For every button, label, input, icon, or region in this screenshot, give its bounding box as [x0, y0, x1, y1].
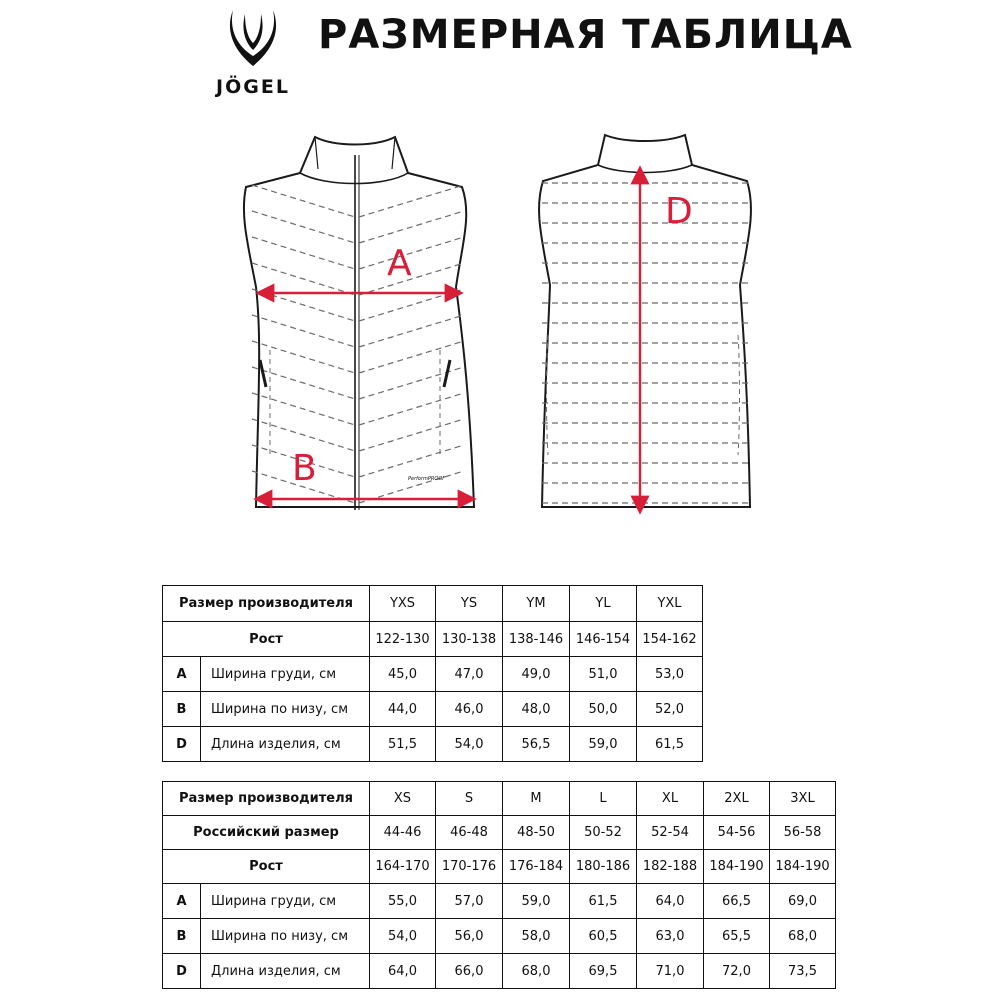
- table-row: [163, 884, 836, 919]
- height-cell: 182-188: [637, 850, 704, 884]
- value-cell: 54,0: [436, 727, 503, 762]
- value-cell: 51,0: [570, 657, 637, 692]
- table-row: [163, 692, 703, 727]
- page-title: РАЗМЕРНАЯ ТАБЛИЦА: [318, 12, 853, 58]
- quilt-line: [252, 393, 464, 425]
- ru-size-cell: 54-56: [704, 816, 770, 850]
- measure-label-b: B: [292, 448, 317, 489]
- value-cell: 60,5: [570, 919, 637, 954]
- value-cell: 65,5: [704, 919, 770, 954]
- value-cell: 51,5: [370, 727, 436, 762]
- ru-size-cell: 44-46: [370, 816, 436, 850]
- measure-name: Ширина груди, см: [201, 884, 370, 919]
- value-cell: 54,0: [370, 919, 436, 954]
- table-row: [163, 850, 836, 884]
- value-cell: 73,5: [770, 954, 836, 989]
- table-row: [163, 954, 836, 989]
- row-letter: D: [163, 727, 201, 762]
- quilt-line: [252, 211, 464, 243]
- quilt-line: [252, 185, 464, 217]
- value-cell: 49,0: [503, 657, 570, 692]
- value-cell: 45,0: [370, 657, 436, 692]
- value-cell: 56,0: [436, 919, 503, 954]
- value-cell: 53,0: [637, 657, 703, 692]
- ru-size-cell: 48-50: [503, 816, 570, 850]
- value-cell: 68,0: [770, 919, 836, 954]
- height-cell: 184-190: [770, 850, 836, 884]
- size-cell: S: [436, 782, 503, 816]
- adult-size-table: [162, 781, 836, 989]
- row-letter: A: [163, 657, 201, 692]
- value-cell: 69,5: [570, 954, 637, 989]
- height-cell: 176-184: [503, 850, 570, 884]
- value-cell: 55,0: [370, 884, 436, 919]
- quilt-line: [252, 341, 464, 373]
- size-cell: YXS: [370, 586, 436, 622]
- quilt-line: [252, 263, 464, 295]
- measure-name: Ширина по низу, см: [201, 919, 370, 954]
- height-label: Рост: [163, 850, 370, 884]
- row-letter: A: [163, 884, 201, 919]
- table-row: [163, 727, 703, 762]
- value-cell: 61,5: [637, 727, 703, 762]
- value-cell: 64,0: [637, 884, 704, 919]
- row-letter: B: [163, 919, 201, 954]
- value-cell: 71,0: [637, 954, 704, 989]
- ru-size-cell: 56-58: [770, 816, 836, 850]
- value-cell: 57,0: [436, 884, 503, 919]
- size-cell: YS: [436, 586, 503, 622]
- value-cell: 50,0: [570, 692, 637, 727]
- value-cell: 61,5: [570, 884, 637, 919]
- value-cell: 59,0: [570, 727, 637, 762]
- size-cell: 2XL: [704, 782, 770, 816]
- value-cell: 64,0: [370, 954, 436, 989]
- quilt-line: [252, 237, 464, 269]
- table-row: [163, 919, 836, 954]
- value-cell: 47,0: [436, 657, 503, 692]
- table-row: [163, 782, 836, 816]
- size-cell: XL: [637, 782, 704, 816]
- value-cell: 56,5: [503, 727, 570, 762]
- quilt-line: [252, 445, 464, 477]
- value-cell: 63,0: [637, 919, 704, 954]
- size-cell: L: [570, 782, 637, 816]
- height-cell: 138-146: [503, 622, 570, 657]
- size-cell: YXL: [637, 586, 703, 622]
- height-cell: 180-186: [570, 850, 637, 884]
- table-row: [163, 816, 836, 850]
- brand-name: JÖGEL: [216, 76, 290, 98]
- header-label: Размер производителя: [163, 782, 370, 816]
- quilt-line: [252, 315, 464, 347]
- quilt-line: [252, 367, 464, 399]
- measure-label-d: D: [665, 191, 693, 232]
- table-row: [163, 586, 703, 622]
- measure-name: Длина изделия, см: [201, 954, 370, 989]
- value-cell: 52,0: [637, 692, 703, 727]
- size-cell: YM: [503, 586, 570, 622]
- size-cell: M: [503, 782, 570, 816]
- vest-diagram: [230, 125, 790, 520]
- table-row: [163, 657, 703, 692]
- measure-name: Ширина груди, см: [201, 657, 370, 692]
- size-cell: YL: [570, 586, 637, 622]
- jogel-emblem-icon: [225, 8, 281, 74]
- row-letter: B: [163, 692, 201, 727]
- brand-logo: [203, 8, 303, 98]
- value-cell: 59,0: [503, 884, 570, 919]
- ru-size-cell: 50-52: [570, 816, 637, 850]
- value-cell: 66,5: [704, 884, 770, 919]
- measure-name: Ширина по низу, см: [201, 692, 370, 727]
- size-cell: 3XL: [770, 782, 836, 816]
- value-cell: 44,0: [370, 692, 436, 727]
- height-cell: 122-130: [370, 622, 436, 657]
- measure-name: Длина изделия, см: [201, 727, 370, 762]
- value-cell: 48,0: [503, 692, 570, 727]
- size-cell: XS: [370, 782, 436, 816]
- table-row: [163, 622, 703, 657]
- height-cell: 170-176: [436, 850, 503, 884]
- ru-size-cell: 46-48: [436, 816, 503, 850]
- value-cell: 72,0: [704, 954, 770, 989]
- height-cell: 130-138: [436, 622, 503, 657]
- ru-size-cell: 52-54: [637, 816, 704, 850]
- height-cell: 146-154: [570, 622, 637, 657]
- value-cell: 46,0: [436, 692, 503, 727]
- height-cell: 184-190: [704, 850, 770, 884]
- junior-size-table: [162, 585, 703, 762]
- height-cell: 164-170: [370, 850, 436, 884]
- header-label: Размер производителя: [163, 586, 370, 622]
- vest-tag: PerformPROOF: [408, 476, 446, 482]
- quilt-line: [252, 419, 464, 451]
- vest-back: [539, 135, 751, 510]
- value-cell: 68,0: [503, 954, 570, 989]
- ru-size-label: Российский размер: [163, 816, 370, 850]
- height-cell: 154-162: [637, 622, 703, 657]
- measure-label-a: A: [387, 243, 412, 284]
- row-letter: D: [163, 954, 201, 989]
- vest-front: [244, 137, 474, 510]
- height-label: Рост: [163, 622, 370, 657]
- value-cell: 66,0: [436, 954, 503, 989]
- value-cell: 58,0: [503, 919, 570, 954]
- value-cell: 69,0: [770, 884, 836, 919]
